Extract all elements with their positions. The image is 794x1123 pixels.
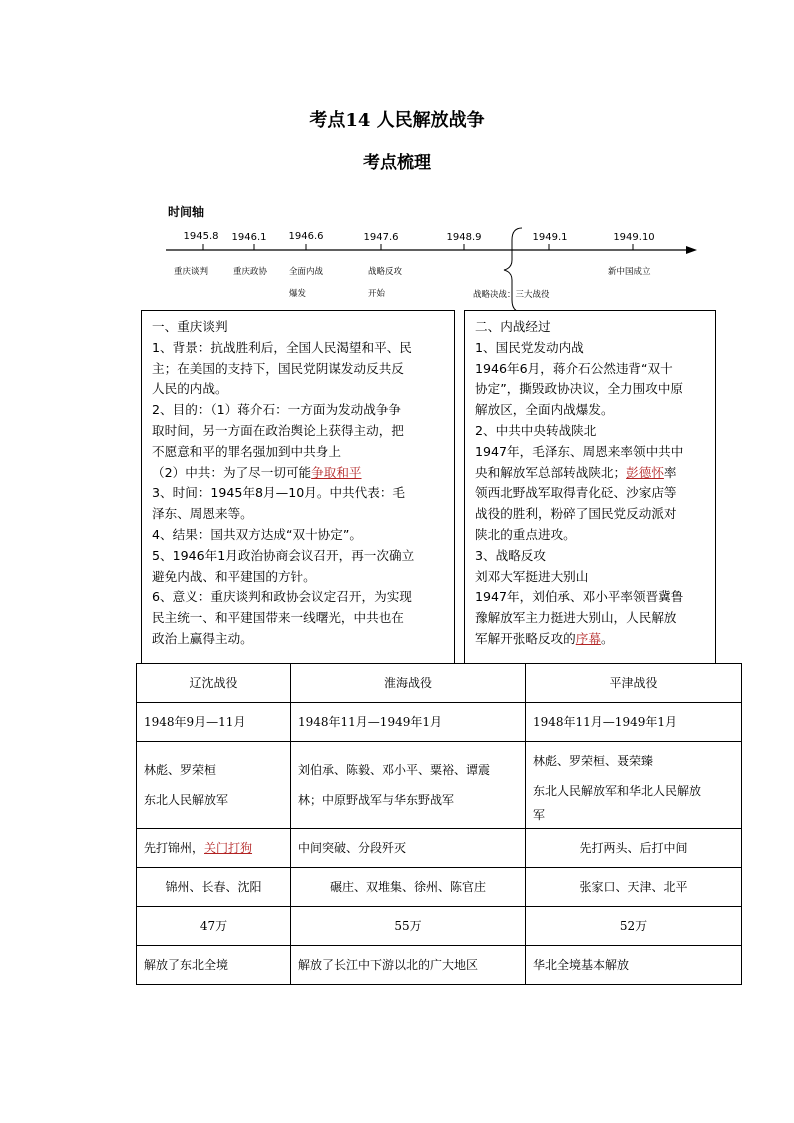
- cell-line: 林；中原野战军与华东野战军: [298, 793, 455, 807]
- timeline-event: 战略决战：三大战役: [473, 290, 550, 300]
- box-line: 1、背景：抗战胜利后，全国人民渴望和平、民: [152, 339, 412, 355]
- table-cell: 1948年9月—11月: [137, 703, 291, 742]
- table-row: [137, 868, 742, 907]
- box-line: 陕北的重点进攻。: [475, 526, 576, 542]
- table-row: [137, 946, 742, 985]
- table-cell: 张家口、天津、北平: [526, 868, 742, 907]
- timeline-date: 1948.9: [446, 232, 482, 243]
- box-line: 主；在美国的支持下，国民党阴谋发动反共反: [152, 360, 404, 376]
- box-line: [152, 463, 446, 484]
- table-header-cell: 平津战役: [526, 664, 742, 703]
- box-line: 5、1946年1月政治协商会议召开，再一次确立: [152, 547, 415, 563]
- timeline-date: 1949.1: [532, 232, 568, 243]
- table-cell: 解放了东北全境: [137, 946, 291, 985]
- box-line: 人民的内战。: [152, 381, 228, 397]
- box-line: 战役的胜利，粉碎了国民党反动派对: [475, 506, 677, 522]
- box-line: [475, 629, 707, 650]
- box-line: 1947年，刘伯承、邓小平率领晋冀鲁: [475, 589, 684, 605]
- box-text: （2）中共：为了尽一切可能: [152, 464, 312, 480]
- timeline-date: 1949.10: [613, 232, 655, 243]
- timeline: [0, 0, 794, 310]
- box-line: 2、中共中央转战陕北: [475, 422, 597, 438]
- table-row: [137, 703, 742, 742]
- cell-line: 林彪、罗荣桓、聂荣臻: [533, 754, 654, 768]
- timeline-date: 1946.1: [231, 232, 267, 243]
- table-row: [137, 907, 742, 946]
- cell-line: 林彪、罗荣桓: [144, 763, 217, 777]
- timeline-event: 爆发: [289, 289, 307, 299]
- table-cell: [291, 742, 526, 829]
- cell-line: 军: [533, 808, 546, 822]
- table-cell: 1948年11月—1949年1月: [291, 703, 526, 742]
- table-header-cell: 淮海战役: [291, 664, 526, 703]
- cell-line: 刘伯承、陈毅、邓小平、粟裕、谭震: [298, 763, 491, 777]
- civil-war-process-box: [464, 310, 716, 664]
- box-line: 豫解放军主力挺进大别山，人民解放: [475, 610, 677, 626]
- box-text: 军解开张略反攻的: [475, 630, 576, 646]
- section-subtitle: 考点梳理: [363, 153, 431, 173]
- box-line: 3、时间：1945年8月—10月。中共代表：毛: [152, 485, 406, 501]
- box-line: 不愿意和平的罪名强加到中共身上: [152, 443, 341, 459]
- cell-line: 东北人民解放军: [144, 793, 229, 807]
- table-row: [137, 829, 742, 868]
- box-line: 3、战略反攻: [475, 547, 546, 563]
- box-heading: 二、内战经过: [475, 319, 551, 334]
- box-text: 率: [663, 464, 677, 480]
- box-line: 1946年6月，蒋介石公然违背“双十: [475, 360, 673, 376]
- timeline-event: 战略反攻: [368, 267, 403, 277]
- table-cell: [137, 829, 291, 868]
- box-heading: 一、重庆谈判: [152, 319, 228, 334]
- box-line: 2、目的：（1）蒋介石：一方面为发动战争争: [152, 402, 402, 418]
- box-line: 解放区，全面内战爆发。: [475, 402, 614, 418]
- table-cell: 先打两头、后打中间: [526, 829, 742, 868]
- table-header-row: [137, 664, 742, 703]
- box-line: 民主统一、和平建国带来一线曙光，中共也在: [152, 610, 404, 626]
- box-line: 4、结果：国共双方达成“双十协定”。: [152, 526, 362, 542]
- box-line: 泽东、周恩来等。: [152, 506, 253, 522]
- table-row: [137, 742, 742, 829]
- table-cell: 1948年11月—1949年1月: [526, 703, 742, 742]
- box-line: 取时间，另一方面在政治舆论上获得主动，把: [152, 422, 404, 438]
- table-cell: 55万: [291, 907, 526, 946]
- box-line: 1、国民党发动内战: [475, 339, 584, 355]
- box-line: [475, 463, 707, 484]
- table-cell: [137, 742, 291, 829]
- timeline-event: 重庆谈判: [174, 267, 209, 277]
- table-cell: 47万: [137, 907, 291, 946]
- box-line: 协定”，撕毁政协决议，全力围攻中原: [475, 381, 684, 397]
- chongqing-negotiation-box: [141, 310, 455, 664]
- box-line: 6、意义：重庆谈判和政协会议定召开，为实现: [152, 589, 412, 605]
- table-cell: 锦州、长春、沈阳: [137, 868, 291, 907]
- table-cell: 解放了长江中下游以北的广大地区: [291, 946, 526, 985]
- three-campaigns-table: [136, 663, 742, 985]
- highlight-text: 序幕: [575, 630, 601, 646]
- timeline-date: 1946.6: [288, 231, 324, 242]
- cell-line: 东北人民解放军和华北人民解放: [533, 784, 702, 798]
- highlight-text: 关门打狗: [204, 841, 253, 855]
- table-cell: 华北全境基本解放: [526, 946, 742, 985]
- table-cell: 碾庄、双堆集、徐州、陈官庄: [291, 868, 526, 907]
- cell-text: 先打锦州，: [144, 841, 205, 855]
- box-line: 政治上赢得主动。: [152, 630, 253, 646]
- timeline-arrowhead: [686, 246, 697, 254]
- timeline-date: 1947.6: [363, 232, 399, 243]
- box-line: 领西北野战军取得青化砭、沙家店等: [475, 485, 677, 501]
- box-line: 刘邓大军挺进大别山: [475, 568, 589, 584]
- page-title: 考点14 人民解放战争: [309, 110, 485, 131]
- timeline-event: 全面内战: [289, 267, 324, 277]
- timeline-date: 1945.8: [183, 231, 219, 242]
- timeline-label: 时间轴: [168, 205, 205, 219]
- table-cell: 中间突破、分段歼灭: [291, 829, 526, 868]
- highlight-text: 争取和平: [311, 464, 362, 480]
- box-line: 1947年，毛泽东、周恩来率领中共中: [475, 443, 684, 459]
- table-cell: 52万: [526, 907, 742, 946]
- timeline-event: 重庆政协: [233, 267, 268, 277]
- table-cell: [526, 742, 742, 829]
- table-header-cell: 辽沈战役: [137, 664, 291, 703]
- box-text: 央和解放军总部转战陕北；: [475, 464, 627, 480]
- timeline-event: 开始: [368, 289, 386, 299]
- highlight-text: 彭德怀: [626, 464, 664, 480]
- timeline-event: 新中国成立: [608, 267, 651, 277]
- box-line: 避免内战、和平建国的方针。: [152, 568, 316, 584]
- box-text: 。: [600, 630, 614, 646]
